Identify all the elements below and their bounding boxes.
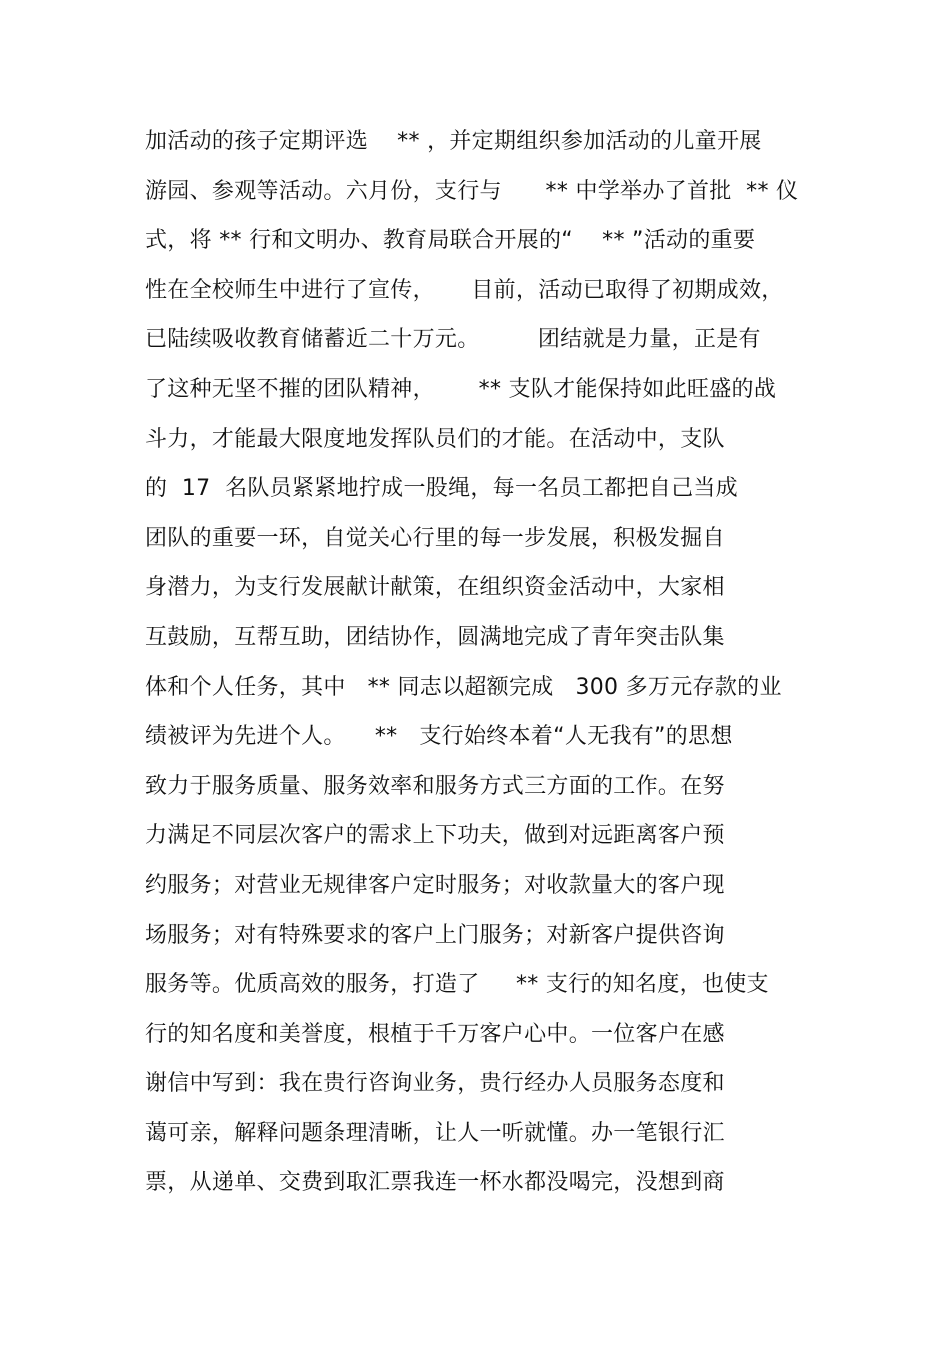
text-line: 身潜力，为支行发展献计献策，在组织资金活动中，大家相: [145, 575, 725, 601]
text-line: 致力于服务质量、服务效率和服务方式三方面的工作。在努: [145, 773, 725, 799]
text-line: 约服务；对营业无规律客户定时服务；对收款量大的客户现: [145, 872, 725, 898]
text-line: 了这种无坚不摧的团队精神， ** 支队才能保持如此旺盛的战: [145, 376, 777, 402]
text-line: 加活动的孩子定期评选 ** ，并定期组织参加活动的儿童开展: [145, 129, 762, 154]
text-line: 的 17 名队员紧紧地拧成一股绳，每一名员工都把自己当成: [145, 476, 738, 502]
text-line: 谢信中写到：我在贵行咨询业务，贵行经办人员服务态度和: [145, 1071, 725, 1097]
text-line: 体和个人任务，其中 ** 同志以超额完成 300 多万元存款的业: [145, 674, 782, 700]
text-line: 斗力，才能最大限度地发挥队员们的才能。在活动中，支队: [145, 426, 725, 452]
text-line: 已陆续吸收教育储蓄近二十万元。 团结就是力量，正是有: [145, 327, 761, 353]
text-line: 蔼可亲，解释问题条理清晰，让人一听就懂。办一笔银行汇: [145, 1120, 725, 1146]
text-line: 绩被评为先进个人。 ** 支行始终本着“人无我有”的思想: [145, 724, 733, 750]
text-line: 服务等。优质高效的服务，打造了 ** 支行的知名度，也使支: [145, 972, 769, 998]
text-line: 场服务；对有特殊要求的客户上门服务；对新客户提供咨询: [145, 922, 725, 948]
text-line: 互鼓励，互帮互助，团结协作，圆满地完成了青年突击队集: [145, 624, 725, 650]
text-line: 式，将 ** 行和文明办、教育局联合开展的“ ** ”活动的重要: [145, 228, 756, 254]
text-line: 票，从递单、交费到取汇票我连一杯水都没喝完，没想到商: [145, 1170, 725, 1196]
text-line: 团队的重要一环，自觉关心行里的每一步发展，积极发掘自: [145, 525, 725, 551]
text-line: 行的知名度和美誉度，根植于千万客户心中。一位客户在感: [145, 1021, 725, 1047]
text-line: 游园、参观等活动。六月份，支行与 ** 中学举办了首批 ** 仪: [145, 178, 799, 204]
text-line: 力满足不同层次客户的需求上下功夫，做到对远距离客户预: [145, 823, 725, 849]
body-text: [145, 122, 845, 1213]
text-line: 性在全校师生中进行了宣传， 目前，活动已取得了初期成效，: [145, 277, 784, 303]
